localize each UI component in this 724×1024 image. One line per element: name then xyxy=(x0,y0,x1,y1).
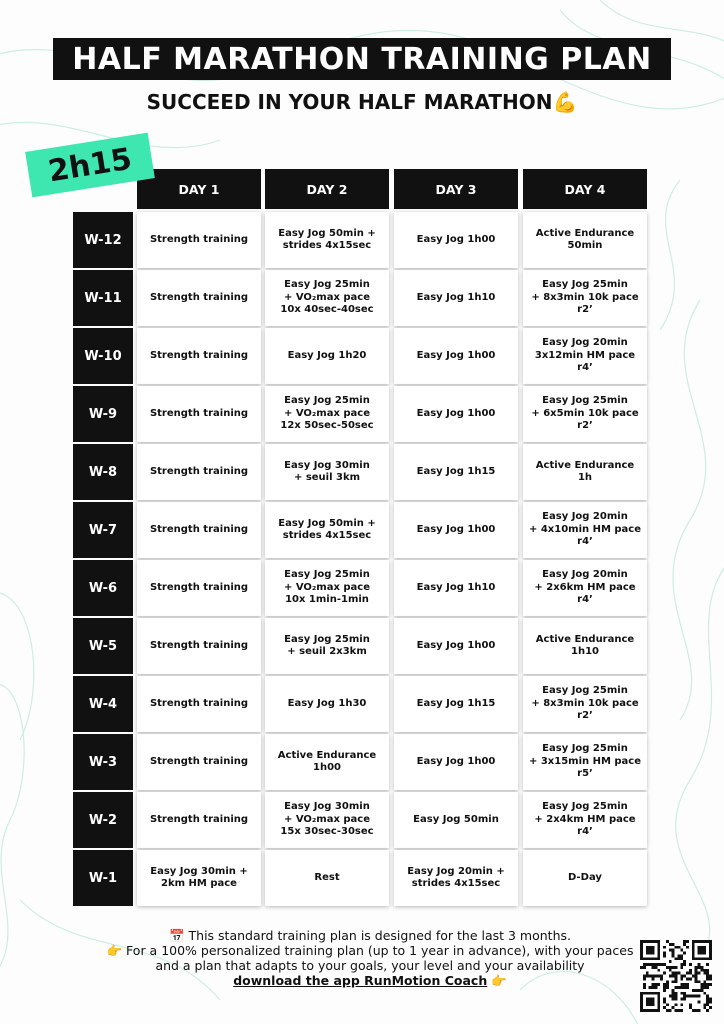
footer-line-3 xyxy=(100,973,640,988)
workout-cell: Easy Jog 25min + VO₂max pace 10x 40sec-40sec xyxy=(265,270,389,326)
workout-cell: Strength training xyxy=(137,734,261,790)
workout-cell: Rest xyxy=(265,850,389,906)
workout-cell: Strength training xyxy=(137,212,261,268)
footer-line-2: 👉 For a 100% personalized training plan (up to 1 year in advance), with your paces and a plan that adapts to your goals, your level and your availability xyxy=(106,943,634,973)
workout-cell: Easy Jog 25min + 6x5min 10k pace r2’ xyxy=(523,386,647,442)
week-label: W-3 xyxy=(73,734,133,790)
week-label: W-7 xyxy=(73,502,133,558)
footer-line-1: 📅 This standard training plan is designed for the last 3 months. xyxy=(168,928,571,943)
workout-cell: Easy Jog 25min + VO₂max pace 12x 50sec-50sec xyxy=(265,386,389,442)
workout-cell: Easy Jog 1h00 xyxy=(394,328,518,384)
week-label: W-10 xyxy=(73,328,133,384)
workout-cell: Easy Jog 1h15 xyxy=(394,444,518,500)
workout-cell: Easy Jog 25min + 2x4km HM pace r4’ xyxy=(523,792,647,848)
workout-cell: Easy Jog 20min + 2x6km HM pace r4’ xyxy=(523,560,647,616)
workout-cell: Easy Jog 30min + VO₂max pace 15x 30sec-30sec xyxy=(265,792,389,848)
workout-cell: Strength training xyxy=(137,676,261,732)
workout-cell: D-Day xyxy=(523,850,647,906)
pointing-hand-icon: 👉 xyxy=(487,973,507,988)
workout-cell: Strength training xyxy=(137,792,261,848)
page-title: HALF MARATHON TRAINING PLAN xyxy=(53,38,671,80)
workout-cell: Easy Jog 50min + strides 4x15sec xyxy=(265,212,389,268)
workout-cell: Easy Jog 1h00 xyxy=(394,734,518,790)
workout-cell: Active Endurance 1h00 xyxy=(265,734,389,790)
workout-cell: Strength training xyxy=(137,444,261,500)
workout-cell: Strength training xyxy=(137,386,261,442)
workout-cell: Strength training xyxy=(137,270,261,326)
workout-cell: Easy Jog 25min + seuil 2x3km xyxy=(265,618,389,674)
workout-cell: Easy Jog 20min 3x12min HM pace r4’ xyxy=(523,328,647,384)
workout-cell: Easy Jog 25min + 8x3min 10k pace r2’ xyxy=(523,270,647,326)
target-time-badge: 2h15 xyxy=(25,133,155,198)
workout-cell: Easy Jog 25min + 3x15min HM pace r5’ xyxy=(523,734,647,790)
workout-cell: Easy Jog 1h10 xyxy=(394,270,518,326)
workout-cell: Easy Jog 50min + strides 4x15sec xyxy=(265,502,389,558)
workout-cell: Easy Jog 1h00 xyxy=(394,212,518,268)
workout-cell: Easy Jog 1h20 xyxy=(265,328,389,384)
workout-cell: Active Endurance 1h10 xyxy=(523,618,647,674)
workout-cell: Strength training xyxy=(137,502,261,558)
week-label: W-4 xyxy=(73,676,133,732)
week-label: W-5 xyxy=(73,618,133,674)
column-header-day-1: DAY 1 xyxy=(137,169,261,209)
week-label: W-2 xyxy=(73,792,133,848)
workout-cell: Easy Jog 30min + 2km HM pace xyxy=(137,850,261,906)
week-label: W-9 xyxy=(73,386,133,442)
workout-cell: Easy Jog 1h00 xyxy=(394,618,518,674)
workout-cell: Easy Jog 25min + 8x3min 10k pace r2’ xyxy=(523,676,647,732)
page-subtitle: SUCCEED IN YOUR HALF MARATHON💪 xyxy=(146,90,578,114)
workout-cell: Easy Jog 1h00 xyxy=(394,386,518,442)
workout-cell: Easy Jog 50min xyxy=(394,792,518,848)
workout-cell: Easy Jog 1h15 xyxy=(394,676,518,732)
workout-cell: Active Endurance 50min xyxy=(523,212,647,268)
column-header-day-4: DAY 4 xyxy=(523,169,647,209)
workout-cell: Strength training xyxy=(137,618,261,674)
download-app-link[interactable]: download the app RunMotion Coach xyxy=(233,973,488,988)
workout-cell: Active Endurance 1h xyxy=(523,444,647,500)
footer-note xyxy=(100,928,640,988)
workout-cell: Strength training xyxy=(137,560,261,616)
workout-cell: Easy Jog 1h30 xyxy=(265,676,389,732)
workout-cell: Easy Jog 20min + strides 4x15sec xyxy=(394,850,518,906)
week-label: W-6 xyxy=(73,560,133,616)
workout-cell: Strength training xyxy=(137,328,261,384)
workout-cell: Easy Jog 25min + VO₂max pace 10x 1min-1min xyxy=(265,560,389,616)
workout-cell: Easy Jog 1h10 xyxy=(394,560,518,616)
week-label: W-8 xyxy=(73,444,133,500)
workout-cell: Easy Jog 1h00 xyxy=(394,502,518,558)
workout-cell: Easy Jog 30min + seuil 3km xyxy=(265,444,389,500)
week-label: W-1 xyxy=(73,850,133,906)
workout-cell: Easy Jog 20min + 4x10min HM pace r4’ xyxy=(523,502,647,558)
week-label: W-12 xyxy=(73,212,133,268)
week-label: W-11 xyxy=(73,270,133,326)
column-header-day-3: DAY 3 xyxy=(394,169,518,209)
qr-code[interactable] xyxy=(640,940,712,1012)
column-header-day-2: DAY 2 xyxy=(265,169,389,209)
